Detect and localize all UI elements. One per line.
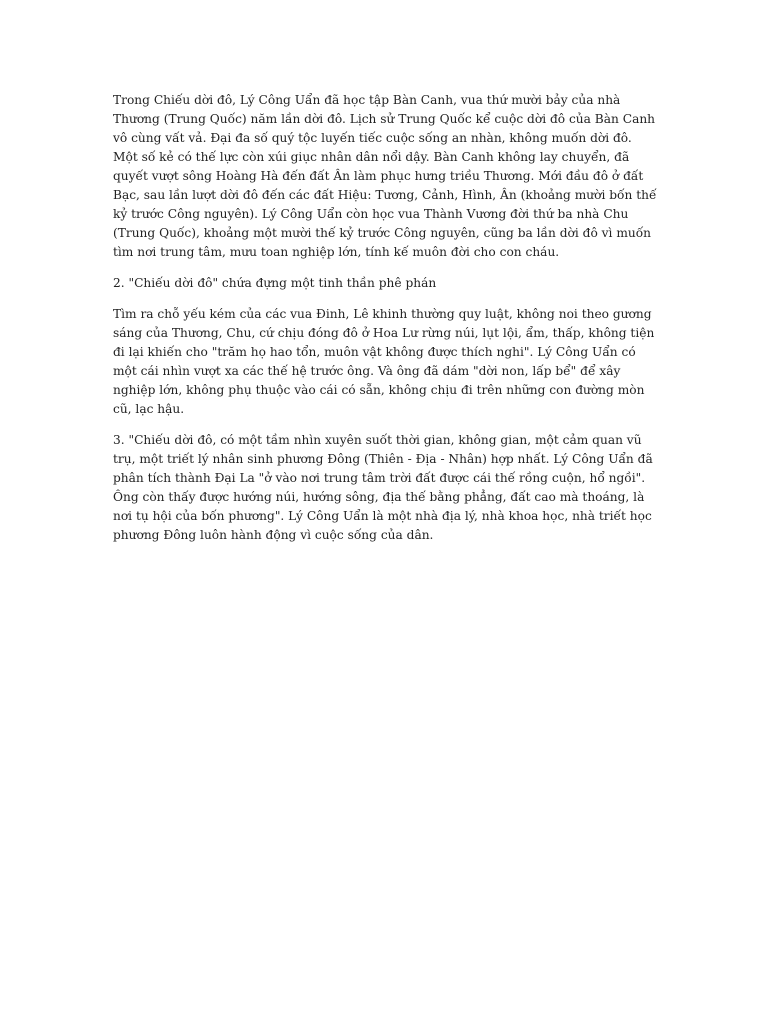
- paragraph-critique: Tìm ra chỗ yếu kém của các vua Đinh, Lê khinh thường quy luật, không noi theo gương sáng của Thương, Chu, cứ chịu đóng đô ở Hoa Lư rừng núi, lụt lội, ẩm, thấp, không tiện đi lại khiến cho "trăm họ hao tổn, muôn vật không được thích nghi". Lý Công Uẩn có một cái nhìn vượt xa các thế hệ trước ông. Và ông đã dám "dời non, lấp bể" để xây nghiệp lớn, không phụ thuộc vào cái có sẵn, không chịu đi trên những con đường mòn cũ, lạc hậu.: [113, 307, 655, 416]
- paragraph-vision: 3. "Chiếu dời đô, có một tầm nhìn xuyên suốt thời gian, không gian, một cảm quan vũ trụ, một triết lý nhân sinh phương Đông (Thiên - Địa - Nhân) hợp nhất. Lý Công Uẩn đã phân tích thành Đại La "ở vào nơi trung tâm trời đất được cái thế rồng cuộn, hổ ngồi". Ông còn thấy được hướng núi, hướng sông, địa thế bằng phẳng, đất cao mà thoáng, là nơi tụ hội của bốn phương". Lý Công Uẩn là một nhà địa lý, nhà khoa học, nhà triết học phương Đông luôn hành động vì cuộc sống của dân.: [113, 433, 653, 542]
- paragraph-heading-2: 2. "Chiếu dời đô" chứa đựng một tinh thần phê phán: [113, 276, 437, 290]
- paragraph-intro: Trong Chiếu dời đô, Lý Công Uẩn đã học tập Bàn Canh, vua thứ mười bảy của nhà Thương (Trung Quốc) năm lần dời đô. Lịch sử Trung Quốc kể cuộc dời đô của Bàn Canh vô cùng vất vả. Đại đa số quý tộc luyến tiếc cuộc sống an nhàn, không muốn dời đô. Một số kẻ có thế lực còn xúi giục nhân dân nổi dậy. Bàn Canh không lay chuyển, đã quyết vượt sông Hoàng Hà đến đất Ân làm phục hưng triều Thương. Mới đầu đô ở đất Bạc, sau lần lượt dời đô đến các đất Hiệu: Tương, Cảnh, Hình, Ân (khoảng mười bốn thế kỷ trước Công nguyên). Lý Công Uẩn còn học vua Thành Vương đời thứ ba nhà Chu (Trung Quốc), khoảng một mười thế kỷ trước Công nguyên, cũng ba lần dời đô vì muốn tìm nơi trung tâm, mưu toan nghiệp lớn, tính kế muôn đời cho con cháu.: [113, 93, 657, 259]
